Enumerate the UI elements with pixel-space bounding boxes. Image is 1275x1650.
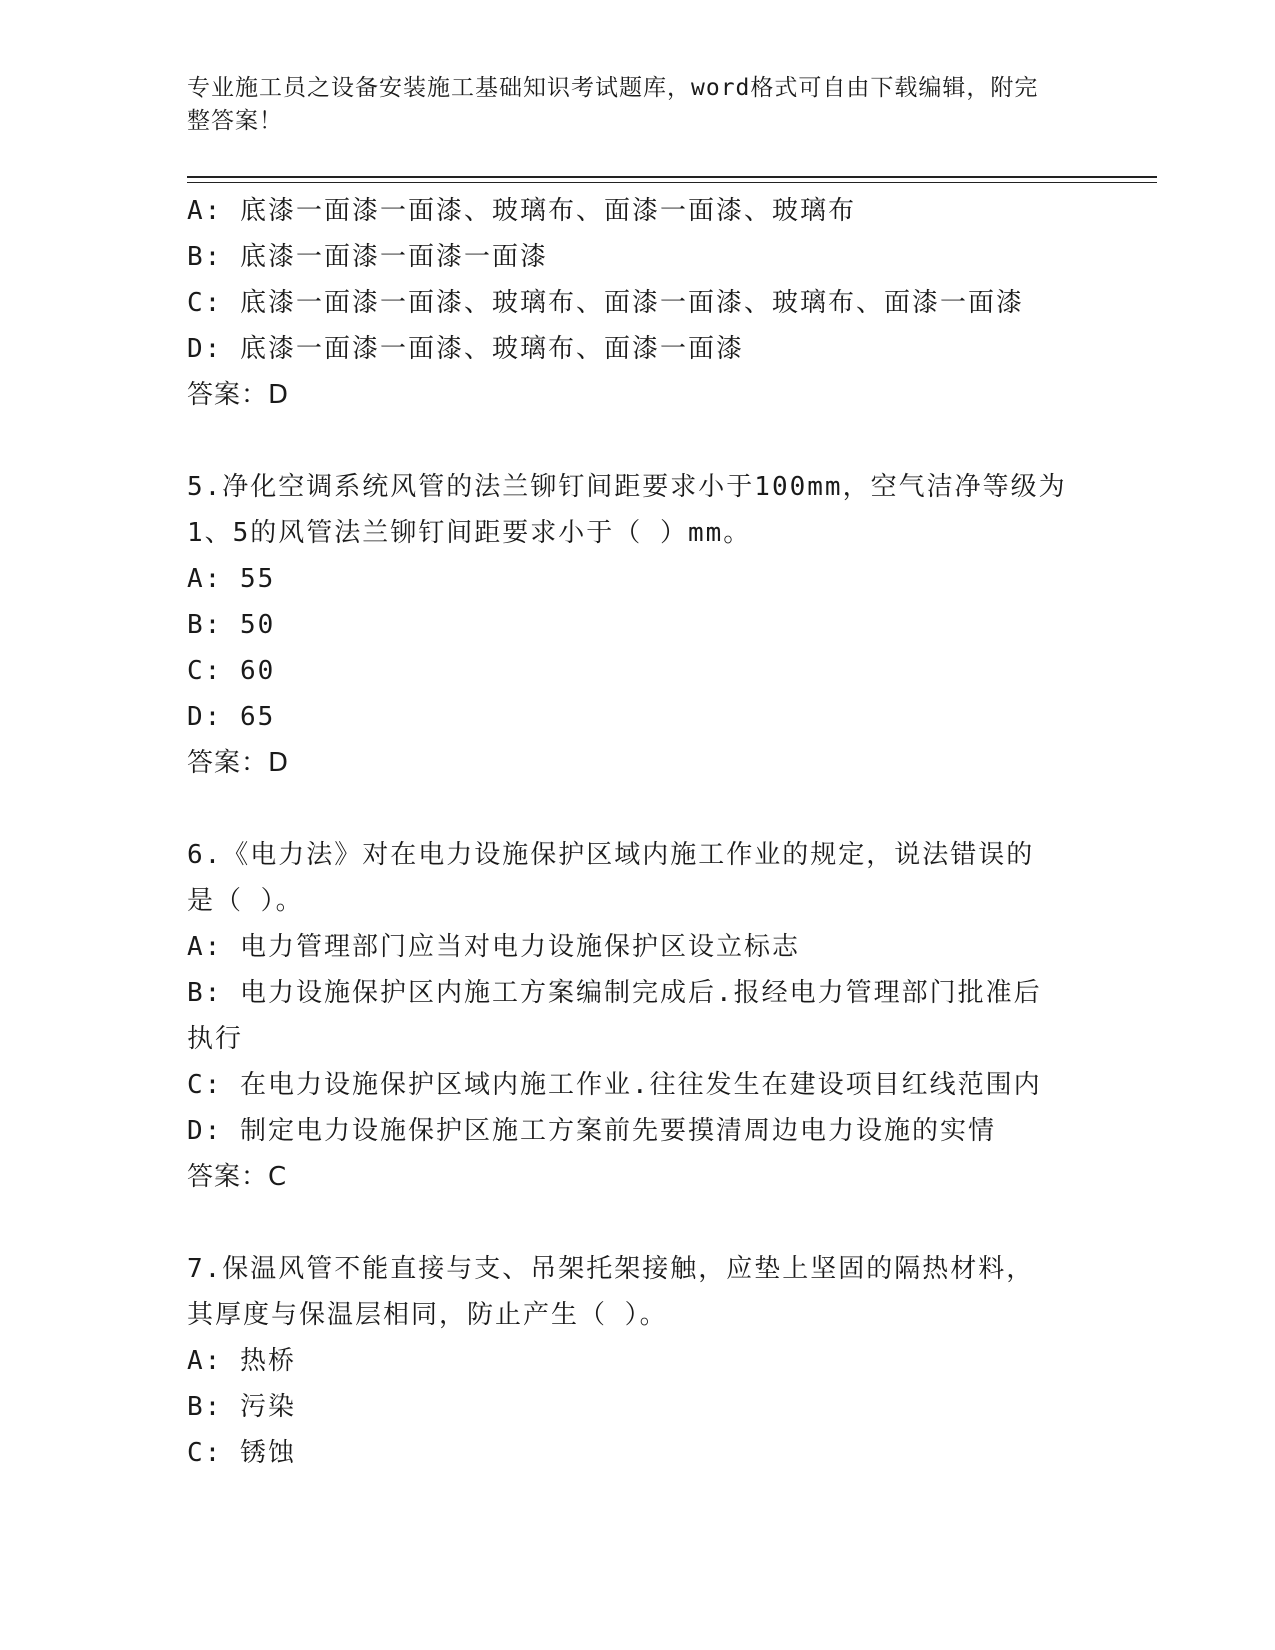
option-c: C: 锈蚀 [187,1438,296,1468]
option-a: A: 热桥 [187,1346,296,1376]
header-line-2: 整答案！ [187,108,283,134]
spacer [187,786,1087,832]
option-b-line-1: B: 电力设施保护区内施工方案编制完成后.报经电力管理部门批准后 [187,978,1042,1008]
option-c: C: 60 [187,656,276,686]
spacer [187,1200,1087,1246]
answer: 答案：D [187,748,290,778]
answer: 答案：C [187,1162,288,1192]
question-7 [187,1246,1087,1476]
question-5 [187,464,1087,786]
option-c: C: 在电力设施保护区域内施工作业.往往发生在建设项目红线范围内 [187,1070,1042,1100]
question-stem-line-2: 其厚度与保温层相同，防止产生（ ）。 [187,1300,668,1330]
option-a: A: 电力管理部门应当对电力设施保护区设立标志 [187,932,800,962]
question-stem-line-1: 7.保温风管不能直接与支、吊架托架接触，应垫上坚固的隔热材料， [187,1254,1035,1284]
question-stem-line-2: 1、5的风管法兰铆钉间距要求小于（ ）mm。 [187,518,752,548]
option-b: B: 底漆一面漆一面漆一面漆 [187,242,548,272]
question-stem-line-2: 是（ ）。 [187,886,304,916]
option-d: D: 制定电力设施保护区施工方案前先要摸清周边电力设施的实情 [187,1116,996,1146]
header-divider-thin [187,182,1157,183]
answer: 答案：D [187,380,290,410]
header-divider-thick [187,176,1157,178]
option-a: A: 底漆一面漆一面漆、玻璃布、面漆一面漆、玻璃布 [187,196,856,226]
option-b: B: 污染 [187,1392,296,1422]
option-d: D: 底漆一面漆一面漆、玻璃布、面漆一面漆 [187,334,744,364]
option-b-line-2: 执行 [187,1024,244,1054]
question-stem-line-1: 5.净化空调系统风管的法兰铆钉间距要求小于100mm，空气洁净等级为 [187,472,1067,502]
question-content [187,188,1087,1476]
spacer [187,418,1087,464]
question-4 [187,188,1087,418]
question-6 [187,832,1087,1200]
question-stem-line-1: 6.《电力法》对在电力设施保护区域内施工作业的规定，说法错误的 [187,840,1035,870]
option-d: D: 65 [187,702,276,732]
document-header [187,72,1087,138]
option-c: C: 底漆一面漆一面漆、玻璃布、面漆一面漆、玻璃布、面漆一面漆 [187,288,1024,318]
option-b: B: 50 [187,610,276,640]
option-a: A: 55 [187,564,276,594]
header-line-1: 专业施工员之设备安装施工基础知识考试题库，word格式可自由下载编辑，附完 [187,75,1039,101]
